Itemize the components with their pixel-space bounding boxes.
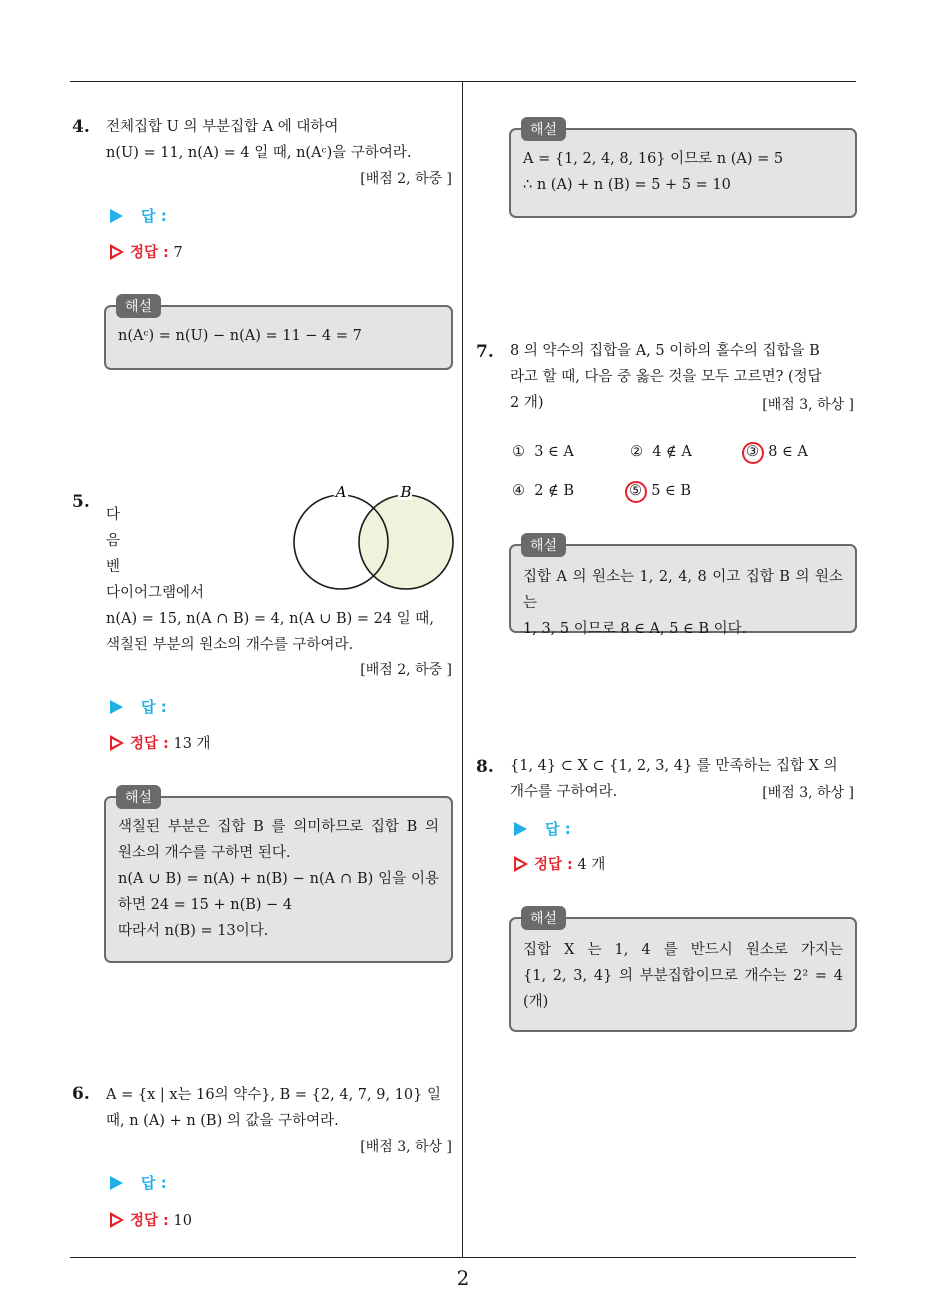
solution-label: 정답 : [534, 857, 573, 873]
question-text-line: 색칠된 부분의 원소의 개수를 구하여라. [106, 637, 354, 653]
solution-value: 10 [173, 1213, 192, 1229]
score-meta: [배점 3, 하상 ] [762, 785, 854, 801]
solution-row [514, 853, 605, 874]
explanation-line: 따라서 n(B) = 13이다. [118, 923, 269, 939]
solution-row [110, 1209, 192, 1230]
question-text-line: {1, 4} ⊂ X ⊂ {1, 2, 3, 4} 를 만족하는 집합 X 의 [510, 758, 838, 774]
question-text-line: 8 의 약수의 집합을 A, 5 이하의 홀수의 집합을 B [510, 343, 820, 359]
outline-arrow-icon [110, 244, 124, 260]
explanation-text [523, 146, 843, 198]
explanation-text [118, 814, 439, 944]
explanation-tag: 해설 [521, 906, 566, 930]
question-number: 8. [476, 757, 494, 777]
solution-row [110, 732, 211, 753]
choice-text: 3 ∈ A [534, 444, 574, 460]
score-meta: [배점 2, 하중 ] [360, 662, 452, 678]
question-number: 6. [72, 1084, 90, 1104]
explanation-line: 하면 24 = 15 + n(B) − 4 [118, 897, 293, 913]
score-meta: [배점 3, 하상 ] [762, 397, 854, 413]
choice-1[interactable] [512, 444, 574, 460]
choice-3[interactable] [746, 444, 808, 460]
question-number: 5. [72, 492, 90, 512]
question-text-line: 2 개) [510, 395, 544, 411]
choice-2[interactable] [630, 444, 692, 460]
question-text-line: 다 [106, 507, 121, 523]
explanation-line: 1, 3, 5 이므로 8 ∈ A, 5 ∈ B 이다. [523, 621, 747, 637]
choice-text: 2 ∉ B [534, 483, 575, 499]
score-meta: [배점 3, 하상 ] [360, 1139, 452, 1155]
answer-label: 답 : [545, 820, 571, 838]
explanation-box [509, 122, 857, 218]
venn-label-a: A [335, 483, 347, 501]
question-text-line: 전체집합 U 의 부분집합 A 에 대하여 [106, 119, 339, 135]
solution-value: 4 개 [577, 857, 606, 873]
explanation-line: 원소의 개수를 구하면 된다. [118, 845, 291, 861]
choice-mark: ④ [512, 483, 525, 499]
solution-value: 7 [173, 245, 183, 261]
question-text-line: 다이어그램에서 [106, 585, 205, 601]
play-arrow-icon [110, 700, 123, 714]
choice-4[interactable] [512, 483, 574, 499]
score-meta: [배점 2, 하중 ] [360, 171, 452, 187]
answer-row[interactable] [514, 818, 571, 839]
bottom-rule [70, 1257, 856, 1258]
answer-row[interactable] [110, 696, 167, 717]
solution-row [110, 241, 183, 262]
question-text-line: 개수를 구하여라. [510, 784, 618, 800]
explanation-line: n(A ∪ B) = n(A) + n(B) − n(A ∩ B) 임을 이용 [118, 871, 439, 887]
choice-text: 4 ∉ A [652, 444, 692, 460]
venn-diagram [288, 480, 460, 595]
explanation-tag: 해설 [116, 294, 161, 318]
venn-label-b: B [400, 483, 412, 501]
explanation-box [104, 299, 453, 370]
solution-value: 13 개 [173, 736, 211, 752]
explanation-text: n(Aᶜ) = n(U) − n(A) = 11 − 4 = 7 [118, 328, 362, 344]
explanation-line: A = {1, 2, 4, 8, 16} 이므로 n (A) = 5 [523, 151, 784, 167]
answer-label: 답 : [141, 207, 167, 225]
play-arrow-icon [514, 822, 527, 836]
choice-mark: ③ [746, 444, 759, 460]
choice-mark: ⑤ [629, 483, 642, 499]
question-number: 7. [476, 342, 494, 362]
play-arrow-icon [110, 209, 123, 223]
explanation-tag: 해설 [116, 785, 161, 809]
explanation-box [509, 538, 857, 637]
explanation-line: ∴ n (A) + n (B) = 5 + 5 = 10 [523, 177, 731, 193]
choice-text: 5 ∈ B [651, 483, 692, 499]
play-arrow-icon [110, 1176, 123, 1190]
outline-arrow-icon [110, 1212, 124, 1228]
page-number: 2 [456, 1266, 470, 1290]
question-text-line: A = {x | x는 16의 약수}, B = {2, 4, 7, 9, 10} 일 [106, 1087, 441, 1103]
explanation-line: 집합 X 는 1, 4 를 반드시 원소로 가지는 [523, 942, 843, 958]
choice-mark: ② [630, 444, 643, 460]
solution-label: 정답 : [130, 245, 169, 261]
column-divider [462, 82, 463, 1258]
question-text-line: n(U) = 11, n(A) = 4 일 때, n(Aᶜ)을 구하여라. [106, 145, 412, 161]
explanation-line: 집합 A 의 원소는 1, 2, 4, 8 이고 집합 B 의 원소는 [523, 569, 843, 611]
outline-arrow-icon [110, 735, 124, 751]
answer-row[interactable] [110, 205, 167, 226]
solution-label: 정답 : [130, 736, 169, 752]
question-text-line: 벤 [106, 559, 121, 575]
explanation-tag: 해설 [521, 117, 566, 141]
top-rule [70, 81, 856, 82]
question-text-line: n(A) = 15, n(A ∩ B) = 4, n(A ∪ B) = 24 일 때, [106, 611, 434, 627]
choice-5[interactable] [629, 483, 691, 499]
question-text-line: 라고 할 때, 다음 중 옳은 것을 모두 고르면? (정답 [510, 369, 822, 385]
answer-label: 답 : [141, 1174, 167, 1192]
explanation-text [523, 937, 843, 1015]
explanation-line: 색칠된 부분은 집합 B 를 의미하므로 집합 B 의 [118, 819, 439, 835]
answer-label: 답 : [141, 698, 167, 716]
choice-text: 8 ∈ A [768, 444, 808, 460]
explanation-box [509, 911, 857, 1032]
answer-row[interactable] [110, 1172, 167, 1193]
explanation-box [104, 790, 453, 963]
explanation-tag: 해설 [521, 533, 566, 557]
explanation-line: {1, 2, 3, 4} 의 부분집합이므로 개수는 2² = 4 [523, 968, 843, 984]
solution-label: 정답 : [130, 1213, 169, 1229]
question-text-line: 때, n (A) + n (B) 의 값을 구하여라. [106, 1113, 339, 1129]
choice-mark: ① [512, 444, 525, 460]
explanation-line: (개) [523, 994, 549, 1010]
outline-arrow-icon [514, 856, 528, 872]
question-number: 4. [72, 117, 90, 137]
question-text-line: 음 [106, 533, 121, 549]
explanation-text [523, 564, 843, 642]
